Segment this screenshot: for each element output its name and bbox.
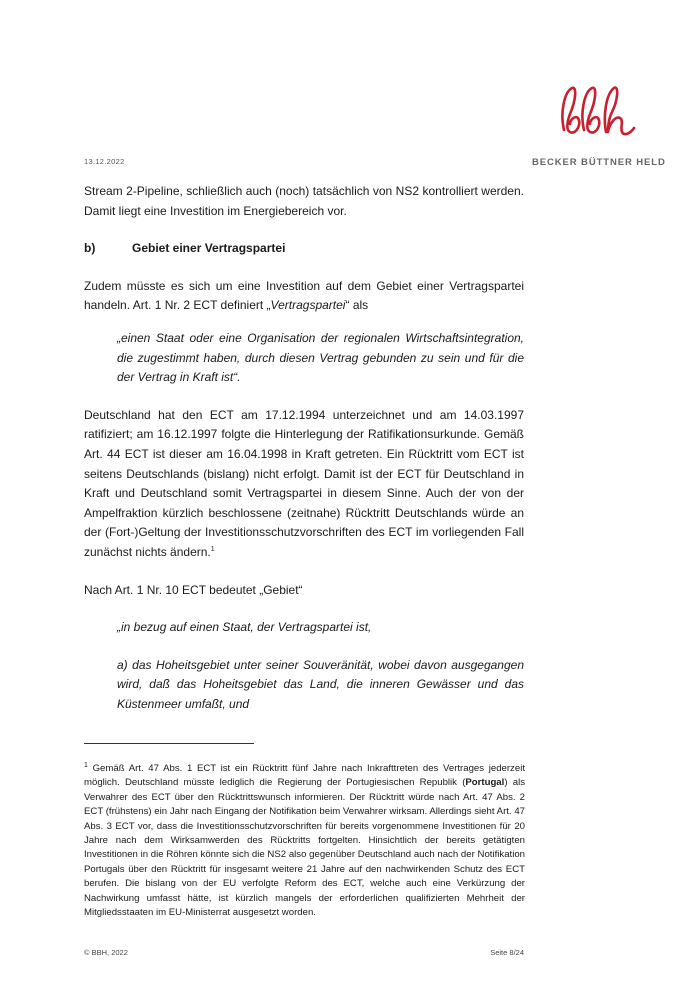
footnote-separator <box>84 743 254 744</box>
company-logo <box>532 84 666 174</box>
paragraph-4: Nach Art. 1 Nr. 10 ECT bedeutet „Gebiet“ <box>84 582 303 597</box>
section-title: Gebiet einer Vertragspartei <box>132 241 286 256</box>
section-number: b) <box>84 241 96 256</box>
logo-wordmark: BECKER BÜTTNER HELD <box>532 157 666 168</box>
quote-definition: „einen Staat oder eine Organisation der regionalen Wirtschaftsintegration, die zugestimmt haben, durch diesen Vertrag gebunden zu sein und für die der Vertrag in Kraft ist“. <box>117 330 524 385</box>
footer-copyright: © BBH, 2022 <box>84 948 128 957</box>
defined-term: Vertragspartei <box>270 298 346 313</box>
main-content <box>84 182 524 714</box>
footnote-number: 1 <box>84 761 88 769</box>
section-heading <box>84 239 524 259</box>
paragraph-2: Zudem müsste es sich um eine Investition auf dem Gebiet einer Vertragspartei handeln. Art. 1 Nr. 2 ECT definiert „Vertragspartei“ als <box>84 278 524 313</box>
footnote: $^1$ Gemäß Art. 47 Abs. 1 ECT ist ein Rücktritt fünf Jahre nach Inkrafttreten des Vertrages jederzeit möglich. Deutschland müsste lediglich die Regierung der Portugiesischen Republik (Portugal) als Verwahrer des ECT über den Rücktrittswunsch informieren. Der Rücktritt würde nach Art. 47 Abs. 2 ECT (frühstens) ein Jahr nach Eingang der Notifikation beim Verwahrer wirksam. Allerdings sieht Art. 47 Abs. 3 ECT vor, dass die Investitionsschutzvorschriften für bereits vorgenommene Investitionen für 20 Jahre nach dem Wirksamwerden des Rücktritts fortgelten. Hinsichtlich der bereits getätigten Investitionen in die Röhren könnte sich die NS2 also gegenüber Deutschland auch nach der Notifikation Portugals über den Rücktritt für insgesamt weitere 21 Jahre auf den nachwirkenden Schutz des ECT berufen. Die bislang von der EU verfolgte Reform des ECT, welche auch eine Verkürzung der Nachwirkung umfasst hätte, ist kürzlich mangels der erforderlichen qualifizierten Mehrheit der Mitgliedsstaaten im EU-Ministerrat ausgesetzt worden. <box>84 761 525 919</box>
footnote-bold-term: Portugal <box>465 777 505 789</box>
paragraph-3: Deutschland hat den ECT am 17.12.1994 unterzeichnet und am 14.03.1997 ratifiziert; am 16.12.1997 folgte die Hinterlegung der Ratifikationsurkunde. Gemäß Art. 44 ECT ist dieser am 16.04.1998 in Kraft getreten. Ein Rücktritt vom ECT ist seitens Deutschlands (bislang) nicht erfolgt. Damit ist der ECT für Deutschland in Kraft und Deutschland somit Vertragspartei in diesem Sinne. Auch der von der Ampelfraktion kürzlich beschlossene (zeitnahe) Rücktritt Deutschlands würde an der (Fort-)Geltung der Investitionsschutzvorschriften des ECT im vorliegenden Fall zunächst nichts ändern.$^1$ <box>84 407 524 559</box>
bbh-logo-icon <box>558 84 638 146</box>
footnote-ref[interactable]: 1 <box>210 545 215 553</box>
quote-territory-a: a) das Hoheitsgebiet unter seiner Souveränität, wobei davon ausgegangen wird, daß das Hoheitsgebiet das Land, die inneren Gewässer und das Küstenmeer umfaßt, und <box>117 657 524 711</box>
footer-page-number: Seite 8/24 <box>490 948 524 957</box>
quote-territory-intro: „in bezug auf einen Staat, der Vertragspartei ist, <box>117 620 372 635</box>
document-date: 13.12.2022 <box>84 157 125 166</box>
paragraph-1: Stream 2-Pipeline, schließlich auch (noch) tatsächlich von NS2 kontrolliert werden. Damit liegt eine Investition im Energiebereich vor. <box>84 184 524 218</box>
